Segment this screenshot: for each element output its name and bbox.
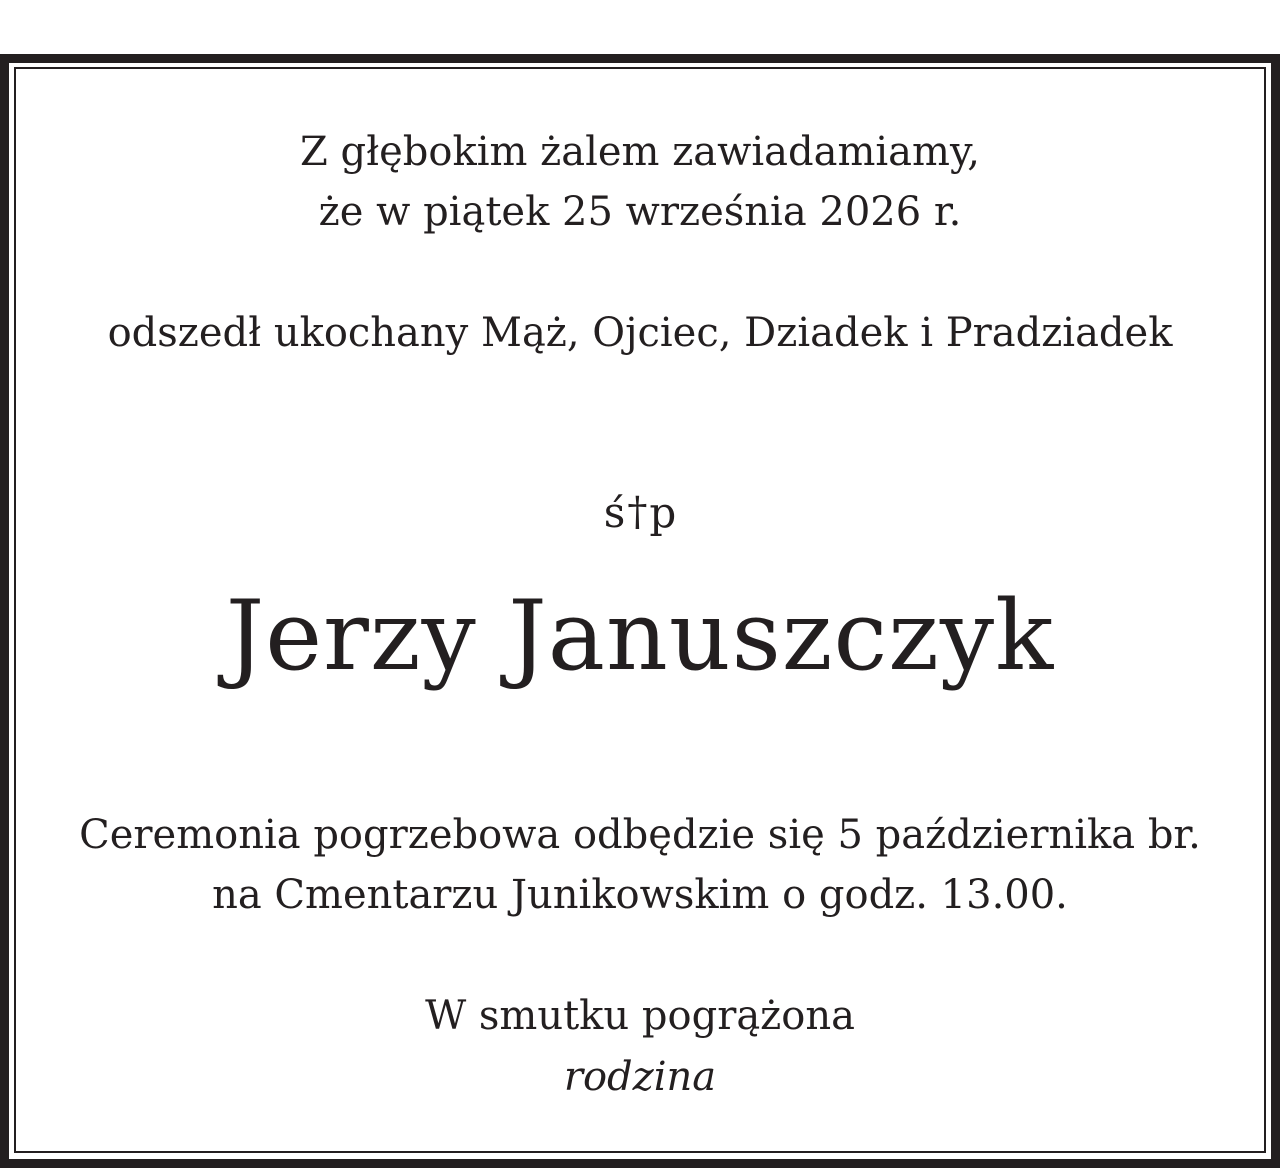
ceremony-line-1: Ceremonia pogrzebowa odbędzie się 5 października br. <box>79 812 1201 858</box>
ceremony-line-2: na Cmentarzu Junikowskim o godz. 13.00. <box>212 872 1068 918</box>
cross-icon: † <box>627 489 648 535</box>
intro-line-3: odszedł ukochany Mąż, Ojciec, Dziadek i Pradziadek <box>107 310 1173 356</box>
signature-line-1: W smutku pogrążona <box>425 993 855 1039</box>
intro-line-2: że w piątek 25 września 2026 r. <box>318 189 962 235</box>
intro-line-1: Z głębokim żalem zawiadamiamy, <box>300 129 980 175</box>
stp-suffix: p <box>649 488 677 537</box>
signature-family: rodzina <box>563 1054 717 1100</box>
stp-abbreviation <box>0 488 1280 537</box>
stp-prefix: ś <box>603 488 626 537</box>
deceased-name: Jerzy Januszczyk <box>225 580 1055 692</box>
